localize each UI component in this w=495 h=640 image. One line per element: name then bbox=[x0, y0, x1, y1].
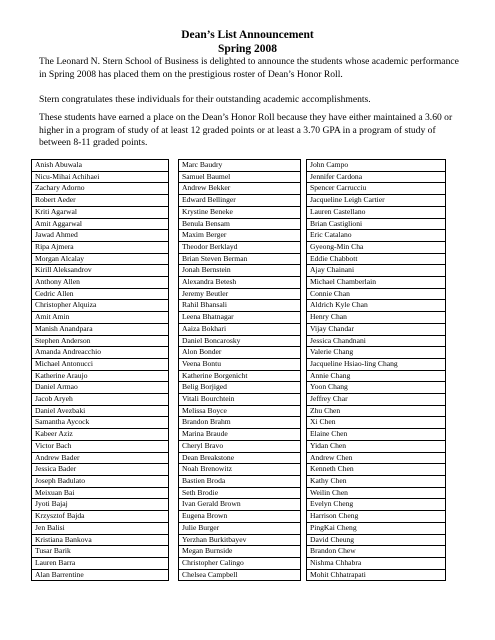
student-name: Jeremy Beutler bbox=[179, 288, 301, 300]
student-name: Stephen Anderson bbox=[32, 335, 169, 347]
table-row bbox=[179, 557, 301, 569]
table-row bbox=[307, 323, 446, 335]
student-name: Brian Castiglioni bbox=[307, 218, 446, 230]
table-row bbox=[32, 312, 169, 324]
intro-paragraph: The Leonard N. Stern School of Business is delighted to announce the students whose academic performance in Spring 2008 has placed them on the prestigious roster of Dean’s Honor Roll. bbox=[39, 56, 459, 80]
table-row bbox=[307, 160, 446, 172]
table-row bbox=[307, 230, 446, 242]
table-row bbox=[179, 511, 301, 523]
student-name: Amit Aggarwal bbox=[32, 218, 169, 230]
student-name: Marc Baudry bbox=[179, 160, 301, 172]
table-row bbox=[32, 241, 169, 253]
student-name: Manish Anandpara bbox=[32, 323, 169, 335]
congrats-paragraph: Stern congratulates these individuals for their outstanding academic accomplishments. bbox=[39, 94, 371, 105]
student-name: Nishma Chhabra bbox=[307, 557, 446, 569]
student-name: Vitali Bourchtein bbox=[179, 394, 301, 406]
student-name: Ripa Ajmera bbox=[32, 241, 169, 253]
student-name: Kristiana Bankova bbox=[32, 534, 169, 546]
student-name: Jacob Aryeh bbox=[32, 394, 169, 406]
student-name: Maxim Berger bbox=[179, 230, 301, 242]
table-row bbox=[32, 358, 169, 370]
student-name: Andrew Bekker bbox=[179, 183, 301, 195]
student-name: Mohit Chhatrapati bbox=[307, 569, 446, 581]
student-name: Daniel Boncarosky bbox=[179, 335, 301, 347]
student-name: Michael Antonucci bbox=[32, 358, 169, 370]
student-name: Xi Chen bbox=[307, 417, 446, 429]
student-name: Harrison Cheng bbox=[307, 511, 446, 523]
table-row bbox=[307, 241, 446, 253]
table-row bbox=[179, 440, 301, 452]
table-row bbox=[307, 347, 446, 359]
table-row bbox=[179, 323, 301, 335]
student-name: Jacqueline Leigh Cartier bbox=[307, 195, 446, 207]
table-row bbox=[32, 475, 169, 487]
table-row bbox=[32, 417, 169, 429]
table-row bbox=[307, 417, 446, 429]
student-name: Jennifer Cardona bbox=[307, 171, 446, 183]
table-row bbox=[32, 557, 169, 569]
table-row bbox=[32, 195, 169, 207]
student-name: Noah Brenowitz bbox=[179, 464, 301, 476]
table-row bbox=[307, 370, 446, 382]
title-line-2: Spring 2008 bbox=[217, 43, 278, 55]
student-name: Christopher Calingo bbox=[179, 557, 301, 569]
table-row bbox=[307, 382, 446, 394]
student-name: Alan Barrentine bbox=[32, 569, 169, 581]
student-name: Jeffrey Char bbox=[307, 394, 446, 406]
student-name: Alexandra Betesh bbox=[179, 277, 301, 289]
table-row bbox=[32, 323, 169, 335]
student-name: Annie Chang bbox=[307, 370, 446, 382]
student-name: Aaiza Bokhari bbox=[179, 323, 301, 335]
student-name: Katherine Araujo bbox=[32, 370, 169, 382]
student-name: Bastien Broda bbox=[179, 475, 301, 487]
student-name: Kabeer Aziz bbox=[32, 429, 169, 441]
table-row bbox=[32, 394, 169, 406]
table-row bbox=[32, 230, 169, 242]
table-row bbox=[179, 499, 301, 511]
table-row bbox=[32, 277, 169, 289]
student-name: Benula Bensam bbox=[179, 218, 301, 230]
table-row bbox=[307, 499, 446, 511]
student-name: Jessica Chandnani bbox=[307, 335, 446, 347]
student-name: Yoon Chang bbox=[307, 382, 446, 394]
student-name: Veena Bontu bbox=[179, 358, 301, 370]
student-name: Elaine Chen bbox=[307, 429, 446, 441]
student-name: Robert Aeder bbox=[32, 195, 169, 207]
table-row bbox=[179, 218, 301, 230]
student-name: Katherine Borgenicht bbox=[179, 370, 301, 382]
table-row bbox=[32, 382, 169, 394]
student-name: Aldrich Kyle Chan bbox=[307, 300, 446, 312]
table-row bbox=[32, 171, 169, 183]
table-row bbox=[179, 241, 301, 253]
student-name: Spencer Carrucciu bbox=[307, 183, 446, 195]
table-row bbox=[307, 358, 446, 370]
table-row bbox=[179, 206, 301, 218]
table-row bbox=[32, 464, 169, 476]
student-name: Belig Borjiged bbox=[179, 382, 301, 394]
student-name: Kenneth Chen bbox=[307, 464, 446, 476]
student-name: Brandon Chew bbox=[307, 546, 446, 558]
table-row bbox=[179, 288, 301, 300]
student-name: Zachary Adorno bbox=[32, 183, 169, 195]
table-row bbox=[32, 499, 169, 511]
table-row bbox=[32, 160, 169, 172]
table-row bbox=[307, 429, 446, 441]
table-row bbox=[32, 522, 169, 534]
student-name: Melissa Boyce bbox=[179, 405, 301, 417]
table-row bbox=[32, 253, 169, 265]
table-row bbox=[32, 511, 169, 523]
student-name: Amanda Andreacchio bbox=[32, 347, 169, 359]
student-name: Anthony Allen bbox=[32, 277, 169, 289]
student-name: Krystine Beneke bbox=[179, 206, 301, 218]
table-row bbox=[179, 300, 301, 312]
student-name: Jyoti Bajaj bbox=[32, 499, 169, 511]
student-name: Evelyn Cheng bbox=[307, 499, 446, 511]
student-name: Jacqueline Hsiao-ling Chang bbox=[307, 358, 446, 370]
table-row bbox=[179, 171, 301, 183]
student-name: Vijay Chandar bbox=[307, 323, 446, 335]
table-row bbox=[179, 405, 301, 417]
student-name: Anish Abuwala bbox=[32, 160, 169, 172]
names-column-3 bbox=[306, 159, 446, 581]
table-row bbox=[32, 183, 169, 195]
student-name: Andrew Bader bbox=[32, 452, 169, 464]
table-row bbox=[32, 405, 169, 417]
table-row bbox=[307, 475, 446, 487]
student-name: Brandon Brahm bbox=[179, 417, 301, 429]
table-row bbox=[307, 171, 446, 183]
table-row bbox=[32, 429, 169, 441]
names-column-2 bbox=[178, 159, 301, 581]
student-name: Marina Braude bbox=[179, 429, 301, 441]
student-name: Victor Bach bbox=[32, 440, 169, 452]
table-row bbox=[179, 452, 301, 464]
table-row bbox=[32, 440, 169, 452]
table-row bbox=[179, 487, 301, 499]
student-name: Weilin Chen bbox=[307, 487, 446, 499]
table-row bbox=[179, 358, 301, 370]
table-row bbox=[307, 277, 446, 289]
table-row bbox=[179, 464, 301, 476]
table-row bbox=[307, 218, 446, 230]
student-name: Amit Amin bbox=[32, 312, 169, 324]
student-name: Henry Chan bbox=[307, 312, 446, 324]
table-row bbox=[307, 183, 446, 195]
student-name: Morgan Alcalay bbox=[32, 253, 169, 265]
table-row bbox=[32, 487, 169, 499]
table-row bbox=[307, 534, 446, 546]
table-row bbox=[179, 277, 301, 289]
table-row bbox=[32, 546, 169, 558]
table-row bbox=[179, 417, 301, 429]
student-name: Yidan Chen bbox=[307, 440, 446, 452]
table-row bbox=[179, 546, 301, 558]
table-row bbox=[32, 347, 169, 359]
table-row bbox=[307, 206, 446, 218]
table-row bbox=[307, 195, 446, 207]
student-name: Samuel Baumel bbox=[179, 171, 301, 183]
student-name: Eddie Chabbott bbox=[307, 253, 446, 265]
student-name: Yerzhan Burkitbayev bbox=[179, 534, 301, 546]
table-row bbox=[307, 487, 446, 499]
table-row bbox=[32, 288, 169, 300]
table-row bbox=[307, 511, 446, 523]
student-name: Kriti Agarwal bbox=[32, 206, 169, 218]
table-row bbox=[179, 312, 301, 324]
student-name: Eric Catalano bbox=[307, 230, 446, 242]
student-name: Megan Burnside bbox=[179, 546, 301, 558]
student-name: Andrew Chen bbox=[307, 452, 446, 464]
student-name: Meixuan Bai bbox=[32, 487, 169, 499]
table-row bbox=[32, 218, 169, 230]
table-row bbox=[179, 253, 301, 265]
table-row bbox=[307, 405, 446, 417]
student-name: Ajay Chainani bbox=[307, 265, 446, 277]
student-name: Edward Bellinger bbox=[179, 195, 301, 207]
student-name: Leena Bhatnagar bbox=[179, 312, 301, 324]
student-name: Lauren Castellano bbox=[307, 206, 446, 218]
student-name: Seth Brodie bbox=[179, 487, 301, 499]
student-name: Jessica Bader bbox=[32, 464, 169, 476]
student-name: Ivan Gerald Brown bbox=[179, 499, 301, 511]
table-row bbox=[179, 347, 301, 359]
student-name: Chelsea Campbell bbox=[179, 569, 301, 581]
student-name: Julie Burger bbox=[179, 522, 301, 534]
student-name: Rahil Bhansali bbox=[179, 300, 301, 312]
table-row bbox=[307, 394, 446, 406]
table-row bbox=[179, 183, 301, 195]
student-name: Zhu Chen bbox=[307, 405, 446, 417]
table-row bbox=[179, 230, 301, 242]
table-row bbox=[307, 452, 446, 464]
table-row bbox=[307, 288, 446, 300]
student-name: David Cheung bbox=[307, 534, 446, 546]
criteria-paragraph: These students have earned a place on the Dean’s Honor Roll because they have either maintained a 3.60 or higher in a program of study of at least 12 graded points or at least a 3.70 GPA in a program of study of between 8-11 graded points. bbox=[39, 112, 453, 149]
student-name: Valerie Chang bbox=[307, 347, 446, 359]
student-name: Joseph Badulato bbox=[32, 475, 169, 487]
student-name: Kathy Chen bbox=[307, 475, 446, 487]
table-row bbox=[179, 394, 301, 406]
student-name: Connie Chan bbox=[307, 288, 446, 300]
table-row bbox=[179, 534, 301, 546]
table-row bbox=[307, 312, 446, 324]
table-row bbox=[179, 335, 301, 347]
student-name: Jen Balisi bbox=[32, 522, 169, 534]
student-name: Gyeong-Min Cha bbox=[307, 241, 446, 253]
title-line-1: Dean’s List Announcement bbox=[181, 29, 314, 41]
student-name: Theodor Berklayd bbox=[179, 241, 301, 253]
table-row bbox=[32, 335, 169, 347]
student-name: Krzysztof Bajda bbox=[32, 511, 169, 523]
student-name: Michael Chamberlain bbox=[307, 277, 446, 289]
table-row bbox=[179, 160, 301, 172]
table-row bbox=[32, 569, 169, 581]
table-row bbox=[179, 569, 301, 581]
table-row bbox=[307, 546, 446, 558]
student-name: Lauren Barra bbox=[32, 557, 169, 569]
table-row bbox=[179, 195, 301, 207]
table-row bbox=[307, 557, 446, 569]
student-name: John Campo bbox=[307, 160, 446, 172]
student-name: Cheryl Bravo bbox=[179, 440, 301, 452]
table-row bbox=[179, 475, 301, 487]
student-name: PingKai Cheng bbox=[307, 522, 446, 534]
table-row bbox=[32, 534, 169, 546]
document-title bbox=[0, 28, 495, 56]
table-row bbox=[307, 300, 446, 312]
student-name: Cedric Allen bbox=[32, 288, 169, 300]
table-row bbox=[32, 300, 169, 312]
student-name: Samantha Aycock bbox=[32, 417, 169, 429]
table-row bbox=[32, 370, 169, 382]
student-name: Jonah Bernstein bbox=[179, 265, 301, 277]
table-row bbox=[307, 522, 446, 534]
student-name: Alon Bonder bbox=[179, 347, 301, 359]
student-name: Daniel Avezbaki bbox=[32, 405, 169, 417]
table-row bbox=[307, 464, 446, 476]
table-row bbox=[307, 265, 446, 277]
names-column-1 bbox=[31, 159, 169, 581]
student-name: Brian Steven Berman bbox=[179, 253, 301, 265]
student-name: Dean Breakstone bbox=[179, 452, 301, 464]
table-row bbox=[32, 206, 169, 218]
student-name: Christopher Alquiza bbox=[32, 300, 169, 312]
student-name: Eugena Brown bbox=[179, 511, 301, 523]
table-row bbox=[307, 440, 446, 452]
table-row bbox=[307, 253, 446, 265]
student-name: Kirill Aleksandrov bbox=[32, 265, 169, 277]
table-row bbox=[307, 335, 446, 347]
table-row bbox=[179, 382, 301, 394]
table-row bbox=[179, 265, 301, 277]
table-row bbox=[179, 370, 301, 382]
table-row bbox=[179, 429, 301, 441]
table-row bbox=[32, 452, 169, 464]
student-name: Jawad Ahmed bbox=[32, 230, 169, 242]
table-row bbox=[32, 265, 169, 277]
table-row bbox=[179, 522, 301, 534]
student-name: Tusar Barik bbox=[32, 546, 169, 558]
table-row bbox=[307, 569, 446, 581]
student-name: Nicu-Mihai Achihaei bbox=[32, 171, 169, 183]
student-name: Daniel Armao bbox=[32, 382, 169, 394]
